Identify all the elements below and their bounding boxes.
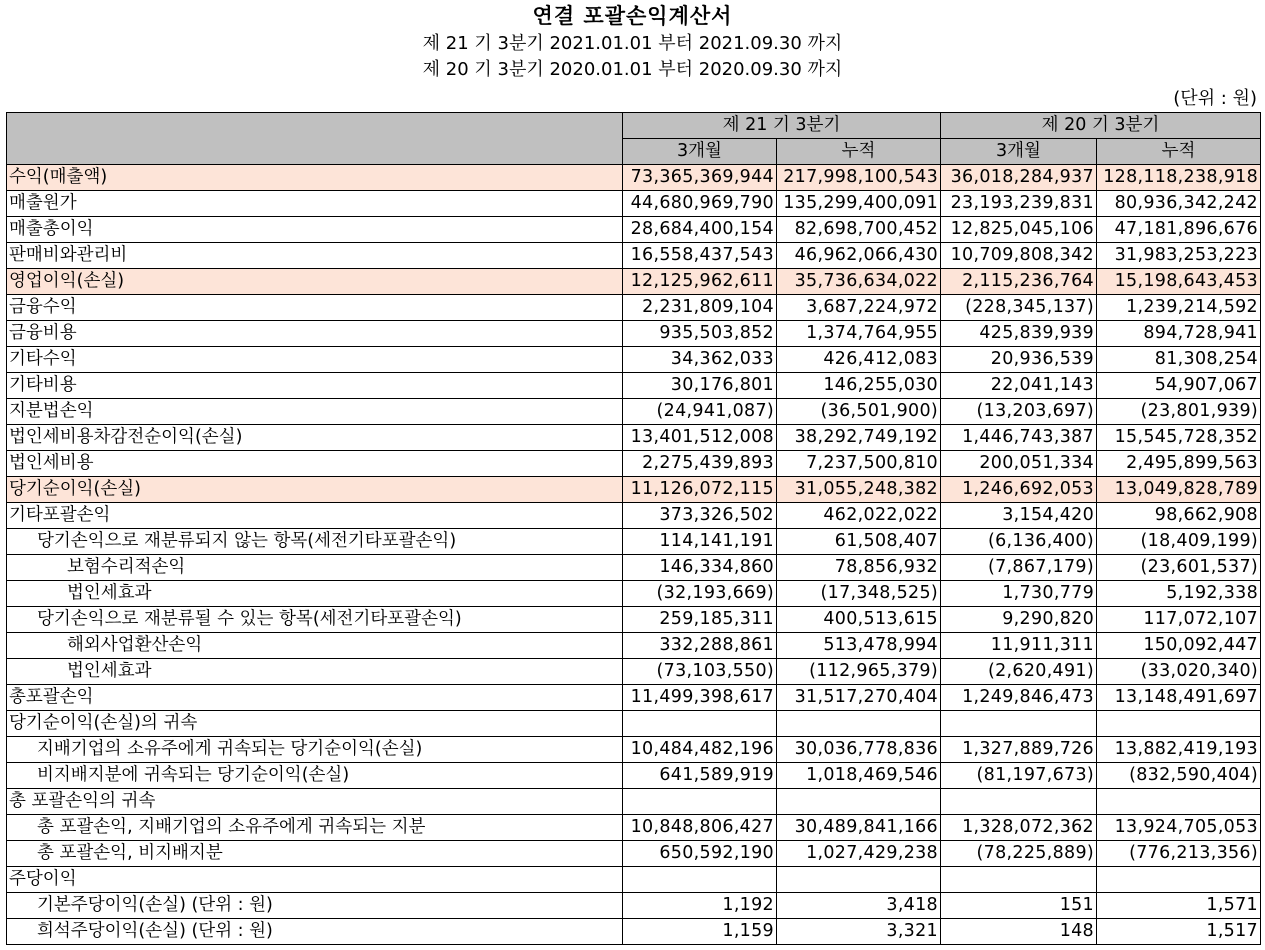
row-label: 지배기업의 소유주에게 귀속되는 당기순이익(손실) <box>7 737 623 763</box>
row-value: 30,176,801 <box>623 373 777 399</box>
row-value: 34,362,033 <box>623 347 777 373</box>
row-value: 47,181,896,676 <box>1097 217 1261 243</box>
row-value: 1,374,764,955 <box>777 321 941 347</box>
row-label: 영업이익(손실) <box>7 269 623 295</box>
table-row <box>7 243 1261 269</box>
row-value: 259,185,311 <box>623 607 777 633</box>
account-header <box>7 113 623 165</box>
table-row <box>7 581 1261 607</box>
table-row <box>7 919 1261 945</box>
row-value: 12,825,045,106 <box>941 217 1097 243</box>
row-value: (81,197,673) <box>941 763 1097 789</box>
row-label: 법인세효과 <box>7 581 623 607</box>
row-label: 매출총이익 <box>7 217 623 243</box>
row-value <box>1097 711 1261 737</box>
row-label: 기타포괄손익 <box>7 503 623 529</box>
row-value: 114,141,191 <box>623 529 777 555</box>
unit-label: (단위 : 원) <box>1173 88 1257 109</box>
period-header-prior: 제 20 기 3분기 <box>941 113 1261 139</box>
row-value: 1,249,846,473 <box>941 685 1097 711</box>
row-label: 희석주당이익(손실) (단위 : 원) <box>7 919 623 945</box>
table-row <box>7 295 1261 321</box>
row-value: 23,193,239,831 <box>941 191 1097 217</box>
row-value <box>1097 789 1261 815</box>
row-value: (24,941,087) <box>623 399 777 425</box>
row-value: 400,513,615 <box>777 607 941 633</box>
row-value: 150,092,447 <box>1097 633 1261 659</box>
row-value: 217,998,100,543 <box>777 165 941 191</box>
row-value: (32,193,669) <box>623 581 777 607</box>
table-row <box>7 685 1261 711</box>
row-value: 13,148,491,697 <box>1097 685 1261 711</box>
row-value: 61,508,407 <box>777 529 941 555</box>
table-row <box>7 451 1261 477</box>
row-value <box>777 867 941 893</box>
row-value: 1,239,214,592 <box>1097 295 1261 321</box>
row-value: 332,288,861 <box>623 633 777 659</box>
row-value: 650,592,190 <box>623 841 777 867</box>
row-value: 1,517 <box>1097 919 1261 945</box>
table-row <box>7 399 1261 425</box>
row-value: (776,213,356) <box>1097 841 1261 867</box>
row-label: 주당이익 <box>7 867 623 893</box>
table-row <box>7 373 1261 399</box>
row-value: 13,401,512,008 <box>623 425 777 451</box>
row-value: 31,983,253,223 <box>1097 243 1261 269</box>
table-row <box>7 893 1261 919</box>
table-row <box>7 555 1261 581</box>
row-value: (17,348,525) <box>777 581 941 607</box>
row-value: 30,036,778,836 <box>777 737 941 763</box>
row-value: 1,328,072,362 <box>941 815 1097 841</box>
table-row <box>7 815 1261 841</box>
row-value: (832,590,404) <box>1097 763 1261 789</box>
row-value: 373,326,502 <box>623 503 777 529</box>
row-label: 해외사업환산손익 <box>7 633 623 659</box>
table-row <box>7 633 1261 659</box>
row-label: 당기순이익(손실)의 귀속 <box>7 711 623 737</box>
row-value: 1,192 <box>623 893 777 919</box>
row-value: 3,687,224,972 <box>777 295 941 321</box>
prior-period: 제 20 기 3분기 2020.01.01 부터 2020.09.30 까지 <box>422 59 843 80</box>
row-value: 81,308,254 <box>1097 347 1261 373</box>
row-value: 54,907,067 <box>1097 373 1261 399</box>
row-value: 28,684,400,154 <box>623 217 777 243</box>
row-value: (112,965,379) <box>777 659 941 685</box>
row-value: 11,126,072,115 <box>623 477 777 503</box>
row-value: (18,409,199) <box>1097 529 1261 555</box>
row-value: 9,290,820 <box>941 607 1097 633</box>
row-value: 641,589,919 <box>623 763 777 789</box>
row-value: 12,125,962,611 <box>623 269 777 295</box>
table-row <box>7 503 1261 529</box>
row-value: 3,321 <box>777 919 941 945</box>
subheader-current-3m: 3개월 <box>623 139 777 165</box>
row-value: 20,936,539 <box>941 347 1097 373</box>
row-label: 당기손익으로 재분류될 수 있는 항목(세전기타포괄손익) <box>7 607 623 633</box>
table-row <box>7 165 1261 191</box>
row-value: (36,501,900) <box>777 399 941 425</box>
row-value: 35,736,634,022 <box>777 269 941 295</box>
row-value: 1,027,429,238 <box>777 841 941 867</box>
table-row <box>7 269 1261 295</box>
row-value: 36,018,284,937 <box>941 165 1097 191</box>
row-label: 금융비용 <box>7 321 623 347</box>
row-value: (23,601,537) <box>1097 555 1261 581</box>
statement-title: 연결 포괄손익계산서 <box>532 4 733 28</box>
row-label: 총 포괄손익, 비지배지분 <box>7 841 623 867</box>
row-value: 10,484,482,196 <box>623 737 777 763</box>
table-row <box>7 711 1261 737</box>
table-row <box>7 659 1261 685</box>
row-value: 22,041,143 <box>941 373 1097 399</box>
row-value: 80,936,342,242 <box>1097 191 1261 217</box>
subheader-prior-3m: 3개월 <box>941 139 1097 165</box>
row-value: 11,499,398,617 <box>623 685 777 711</box>
row-label: 총 포괄손익의 귀속 <box>7 789 623 815</box>
row-value: 30,489,841,166 <box>777 815 941 841</box>
row-value: 13,049,828,789 <box>1097 477 1261 503</box>
row-value: 98,662,908 <box>1097 503 1261 529</box>
row-value: 425,839,939 <box>941 321 1097 347</box>
table-body <box>7 165 1261 945</box>
table-header <box>7 113 1261 165</box>
row-label: 비지배지분에 귀속되는 당기순이익(손실) <box>7 763 623 789</box>
row-value: 78,856,932 <box>777 555 941 581</box>
row-value <box>623 867 777 893</box>
row-label: 법인세효과 <box>7 659 623 685</box>
row-label: 총 포괄손익, 지배기업의 소유주에게 귀속되는 지분 <box>7 815 623 841</box>
row-value: 3,418 <box>777 893 941 919</box>
row-value: 146,255,030 <box>777 373 941 399</box>
row-value: (7,867,179) <box>941 555 1097 581</box>
row-value: 1,327,889,726 <box>941 737 1097 763</box>
row-value: 2,231,809,104 <box>623 295 777 321</box>
row-label: 총포괄손익 <box>7 685 623 711</box>
row-value: 1,159 <box>623 919 777 945</box>
row-label: 법인세비용차감전순이익(손실) <box>7 425 623 451</box>
current-period: 제 21 기 3분기 2021.01.01 부터 2021.09.30 까지 <box>422 33 843 54</box>
row-value: 11,911,311 <box>941 633 1097 659</box>
row-label: 보험수리적손익 <box>7 555 623 581</box>
row-value <box>941 711 1097 737</box>
row-label: 지분법손익 <box>7 399 623 425</box>
row-value: (33,020,340) <box>1097 659 1261 685</box>
table-row <box>7 477 1261 503</box>
row-value: 1,571 <box>1097 893 1261 919</box>
row-label: 법인세비용 <box>7 451 623 477</box>
period-header-current: 제 21 기 3분기 <box>623 113 941 139</box>
row-value: (2,620,491) <box>941 659 1097 685</box>
table-row <box>7 529 1261 555</box>
row-value: 135,299,400,091 <box>777 191 941 217</box>
row-value: (228,345,137) <box>941 295 1097 321</box>
row-value: 15,198,643,453 <box>1097 269 1261 295</box>
row-value: 146,334,860 <box>623 555 777 581</box>
row-value: 31,055,248,382 <box>777 477 941 503</box>
row-value: 16,558,437,543 <box>623 243 777 269</box>
row-label: 당기손익으로 재분류되지 않는 항목(세전기타포괄손익) <box>7 529 623 555</box>
table-row <box>7 217 1261 243</box>
row-value: 462,022,022 <box>777 503 941 529</box>
row-value: 5,192,338 <box>1097 581 1261 607</box>
row-value: 148 <box>941 919 1097 945</box>
row-label: 금융수익 <box>7 295 623 321</box>
row-value: 2,495,899,563 <box>1097 451 1261 477</box>
table-row <box>7 607 1261 633</box>
row-value: 46,962,066,430 <box>777 243 941 269</box>
row-value: 200,051,334 <box>941 451 1097 477</box>
row-label: 매출원가 <box>7 191 623 217</box>
row-value: 1,246,692,053 <box>941 477 1097 503</box>
row-value: 13,924,705,053 <box>1097 815 1261 841</box>
table-row <box>7 841 1261 867</box>
row-value: 1,018,469,546 <box>777 763 941 789</box>
row-value <box>777 711 941 737</box>
row-value <box>777 789 941 815</box>
row-value: 82,698,700,452 <box>777 217 941 243</box>
row-value: 1,730,779 <box>941 581 1097 607</box>
row-value: 15,545,728,352 <box>1097 425 1261 451</box>
table-row <box>7 737 1261 763</box>
row-value <box>1097 867 1261 893</box>
row-value: 73,365,369,944 <box>623 165 777 191</box>
row-label: 기타비용 <box>7 373 623 399</box>
table-row <box>7 321 1261 347</box>
row-value: 2,115,236,764 <box>941 269 1097 295</box>
table-row <box>7 347 1261 373</box>
row-value: 935,503,852 <box>623 321 777 347</box>
row-value: 13,882,419,193 <box>1097 737 1261 763</box>
row-value: 31,517,270,404 <box>777 685 941 711</box>
row-value: 426,412,083 <box>777 347 941 373</box>
row-value: (73,103,550) <box>623 659 777 685</box>
table-row <box>7 425 1261 451</box>
row-value: 10,848,806,427 <box>623 815 777 841</box>
row-value: (13,203,697) <box>941 399 1097 425</box>
row-value <box>941 867 1097 893</box>
table-row <box>7 867 1261 893</box>
row-value: 2,275,439,893 <box>623 451 777 477</box>
subheader-prior-cumulative: 누적 <box>1097 139 1261 165</box>
row-value: 38,292,749,192 <box>777 425 941 451</box>
row-label: 당기순이익(손실) <box>7 477 623 503</box>
row-value: 3,154,420 <box>941 503 1097 529</box>
row-value: 117,072,107 <box>1097 607 1261 633</box>
row-value: 513,478,994 <box>777 633 941 659</box>
row-value: 128,118,238,918 <box>1097 165 1261 191</box>
row-label: 기타수익 <box>7 347 623 373</box>
row-value: (23,801,939) <box>1097 399 1261 425</box>
table-row <box>7 191 1261 217</box>
row-label: 판매비와관리비 <box>7 243 623 269</box>
income-statement-table <box>6 112 1261 945</box>
table-row <box>7 789 1261 815</box>
row-value: 44,680,969,790 <box>623 191 777 217</box>
row-value: 151 <box>941 893 1097 919</box>
row-value: (6,136,400) <box>941 529 1097 555</box>
row-label: 수익(매출액) <box>7 165 623 191</box>
row-value <box>623 711 777 737</box>
table-row <box>7 763 1261 789</box>
row-value: 7,237,500,810 <box>777 451 941 477</box>
row-value: 1,446,743,387 <box>941 425 1097 451</box>
row-value: 894,728,941 <box>1097 321 1261 347</box>
subheader-current-cumulative: 누적 <box>777 139 941 165</box>
row-value <box>623 789 777 815</box>
row-value: (78,225,889) <box>941 841 1097 867</box>
row-value: 10,709,808,342 <box>941 243 1097 269</box>
row-value <box>941 789 1097 815</box>
row-label: 기본주당이익(손실) (단위 : 원) <box>7 893 623 919</box>
